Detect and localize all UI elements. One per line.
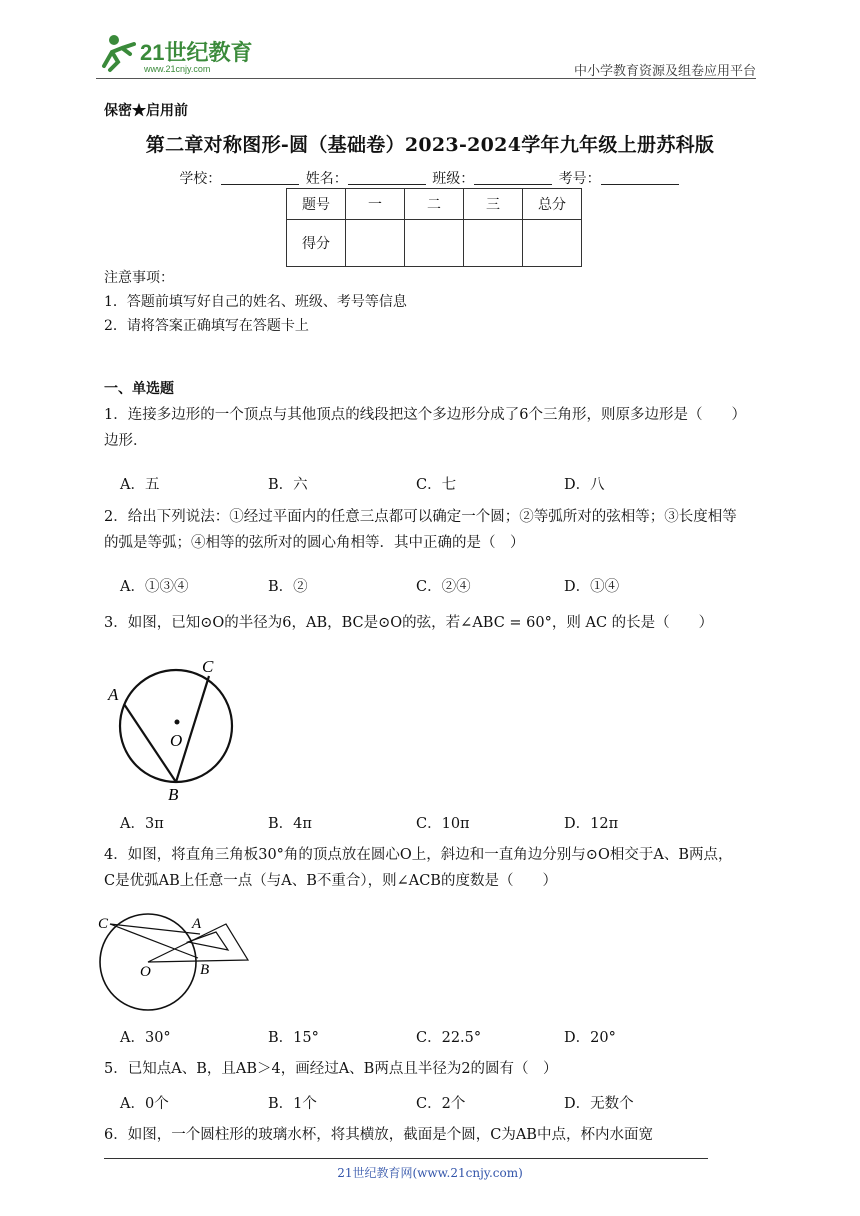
notes-heading: 注意事项： — [104, 270, 174, 286]
student-info — [0, 168, 860, 188]
question-5 — [104, 1056, 764, 1082]
name-label: 姓名： — [305, 171, 348, 187]
question-2-options — [120, 575, 740, 596]
option-b[interactable]: B．六 — [268, 477, 308, 493]
school-blank[interactable] — [221, 170, 299, 185]
question-text: 边形． — [104, 433, 148, 449]
school-label: 学校： — [179, 171, 222, 187]
label-a: A — [108, 685, 119, 704]
question-text: 的弧是等弧；④相等的弦所对的圆心角相等．其中正确的是（ ） — [104, 535, 525, 551]
question-2 — [104, 504, 764, 556]
question-text: 3．如图，已知⊙O的半径为6，AB，BC是⊙O的弦，若∠ABC = 60°，则 AC 的长是（ ） — [104, 615, 714, 631]
label-b: B — [200, 962, 210, 978]
score-header: 三 — [464, 189, 523, 220]
question-text: 6．如图，一个圆柱形的玻璃水杯，将其横放，截面是个圆，C为AB中点，杯内水面宽 — [104, 1127, 653, 1143]
class-label: 班级： — [432, 171, 475, 187]
logo — [96, 30, 256, 76]
question-4 — [104, 842, 764, 894]
footer-link[interactable]: 21世纪教育网(www.21cnjy.com) — [337, 1166, 523, 1180]
exam-no-blank[interactable] — [601, 170, 679, 185]
label-o: O — [170, 731, 183, 750]
option-a[interactable]: A．①③④ — [120, 579, 189, 595]
option-a[interactable]: A．0个 — [120, 1096, 169, 1112]
name-blank[interactable] — [348, 170, 426, 185]
logo-url: www.21cnjy.com — [144, 64, 211, 74]
option-d[interactable]: D．①④ — [564, 579, 620, 595]
question-6 — [104, 1122, 764, 1148]
score-cell — [464, 220, 523, 267]
notes-item: 2．请将答案正确填写在答题卡上 — [104, 318, 309, 334]
question-text: 4．如图，将直角三角板30°角的顶点放在圆心O上，斜边和一直角边分别与⊙O相交于A、B两点， — [104, 847, 733, 863]
option-d[interactable]: D．12π — [564, 816, 619, 832]
option-b[interactable]: B．15° — [268, 1030, 319, 1046]
footer-divider — [104, 1158, 708, 1159]
notes-item: 1．答题前填写好自己的姓名、班级、考号等信息 — [104, 294, 407, 310]
question-3 — [104, 610, 764, 636]
score-cell — [346, 220, 405, 267]
page-title: 第二章对称图形-圆（基础卷）2023-2024学年九年级上册苏科版 — [145, 134, 715, 156]
runner-icon — [104, 35, 134, 70]
section-heading: 一、单选题 — [104, 381, 174, 397]
option-c[interactable]: C．10π — [416, 816, 470, 832]
confidential-label: 保密★启用前 — [104, 103, 188, 119]
score-header: 二 — [405, 189, 464, 220]
option-d[interactable]: D．八 — [564, 477, 605, 493]
score-cell — [523, 220, 582, 267]
option-c[interactable]: C．2个 — [416, 1096, 466, 1112]
option-d[interactable]: D．无数个 — [564, 1096, 634, 1112]
notes — [104, 266, 407, 338]
label-b: B — [168, 785, 179, 802]
question-1 — [104, 402, 764, 454]
option-c[interactable]: C．22.5° — [416, 1030, 482, 1046]
option-c[interactable]: C．七 — [416, 477, 457, 493]
score-row-label: 得分 — [287, 220, 346, 267]
label-c: C — [98, 916, 109, 932]
option-a[interactable]: A．30° — [120, 1030, 171, 1046]
option-b[interactable]: B．② — [268, 579, 308, 595]
score-header: 一 — [346, 189, 405, 220]
question-1-options — [120, 473, 740, 494]
option-a[interactable]: A．3π — [120, 816, 164, 832]
option-b[interactable]: B．1个 — [268, 1096, 317, 1112]
header-divider — [96, 78, 756, 79]
question-3-options — [120, 812, 740, 833]
score-header: 总分 — [523, 189, 582, 220]
question-text: 1．连接多边形的一个顶点与其他顶点的线段把这个多边形分成了6个三角形，则原多边形是（ ） — [104, 407, 746, 423]
label-a: A — [192, 916, 202, 932]
option-b[interactable]: B．4π — [268, 816, 312, 832]
option-d[interactable]: D．20° — [564, 1030, 616, 1046]
exam-no-label: 考号： — [558, 171, 601, 187]
option-c[interactable]: C．②④ — [416, 579, 471, 595]
figure-circle-abc — [104, 652, 234, 802]
label-c: C — [202, 657, 214, 676]
question-5-options — [120, 1092, 740, 1113]
score-header: 题号 — [287, 189, 346, 220]
question-text: C是优弧AB上任意一点（与A、B不重合），则∠ACB的度数是（ ） — [104, 873, 557, 889]
score-cell — [405, 220, 464, 267]
question-text: 5．已知点A、B，且AB＞4，画经过A、B两点且半径为2的圆有（ ） — [104, 1061, 558, 1077]
logo-text: 21世纪教育 — [140, 40, 253, 65]
figure-triangle-circle — [96, 912, 256, 1014]
label-o: O — [140, 964, 151, 980]
platform-name: 中小学教育资源及组卷应用平台 — [573, 64, 756, 79]
question-text: 2．给出下列说法：①经过平面内的任意三点都可以确定一个圆；②等弧所对的弦相等；③长度相等 — [104, 509, 737, 525]
class-blank[interactable] — [474, 170, 552, 185]
option-a[interactable]: A．五 — [120, 477, 160, 493]
score-table — [286, 188, 582, 267]
question-4-options — [120, 1026, 740, 1047]
